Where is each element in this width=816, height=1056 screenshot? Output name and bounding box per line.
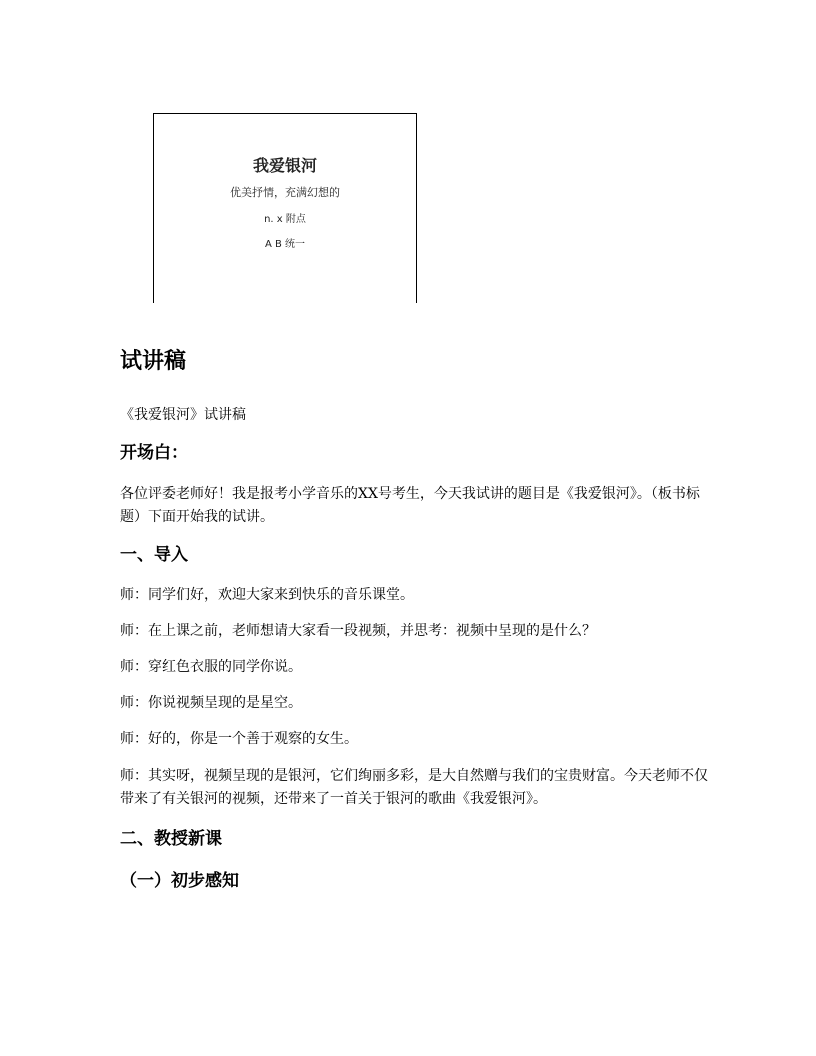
cover-subtitle: 优美抒情，充满幻想的 <box>230 186 340 199</box>
document-title: 试讲稿 <box>120 349 187 374</box>
subsection-heading-perception: （一）初步感知 <box>120 871 239 891</box>
section-heading-intro: 一、导入 <box>120 545 188 565</box>
section-heading-new-lesson: 二、教授新课 <box>120 829 222 849</box>
cover-image <box>153 113 417 303</box>
cover-title: 我爱银河 <box>252 156 317 175</box>
document-subtitle: 《我爱银河》试讲稿 <box>120 407 246 423</box>
dialog-line: 师：其实呀，视频呈现的是银河，它们绚丽多彩，是大自然赠与我们的宝贵财富。今天老师不仅带来了有关银河的视频，还带来了一首关于银河的歌曲《我爱银河》。 <box>120 768 708 807</box>
dialog-line: 师：你说视频呈现的是星空。 <box>120 695 302 711</box>
dialog-line: 师：好的，你是一个善于观察的女生。 <box>120 731 358 747</box>
opening-paragraph: 各位评委老师好！我是报考小学音乐的XX号考生，今天我试讲的题目是《我爱银河》。（板书标题）下面开始我的试讲。 <box>120 486 700 525</box>
dialog-line: 师：穿红色衣服的同学你说。 <box>120 659 302 675</box>
dialog-line: 师：在上课之前，老师想请大家看一段视频，并思考：视频中呈现的是什么？ <box>120 623 596 639</box>
cover-line-2: n. x 附点 <box>264 214 306 225</box>
dialog-line: 师：同学们好，欢迎大家来到快乐的音乐课堂。 <box>120 587 414 603</box>
document-body <box>120 345 720 893</box>
cover-line-3: A B 统一 <box>264 239 306 250</box>
opening-heading: 开场白： <box>120 443 188 463</box>
